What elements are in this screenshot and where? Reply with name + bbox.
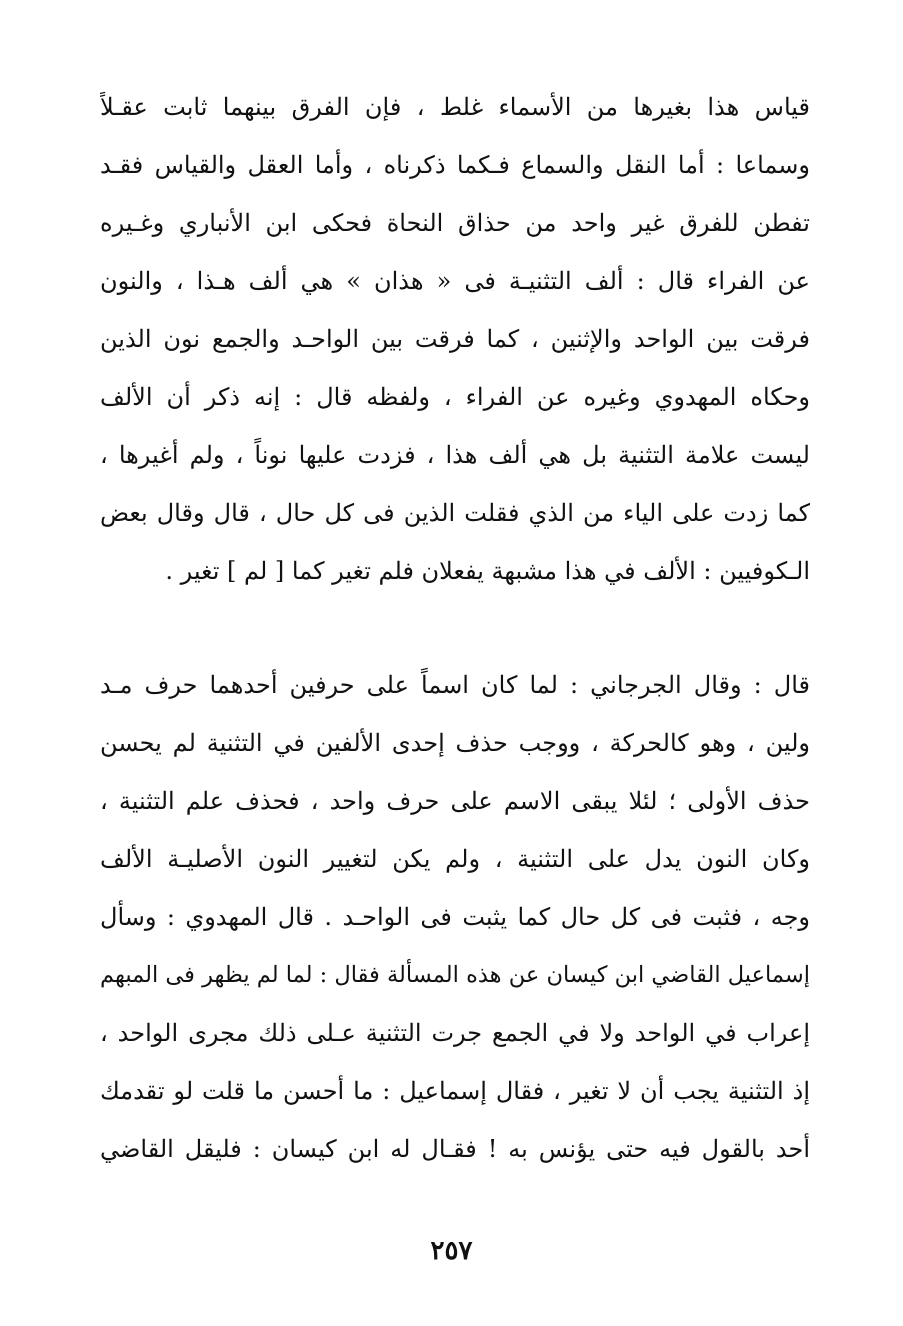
page-number: ٢٥٧ [430,1236,473,1266]
text-line: الـكوفيين : الألف في هذا مشبهة يفعلان فلم تغير كما [ لم ] تغير . [165,557,810,585]
text-line: تفطن للفرق غير واحد من حذاق النحاة فحكى ابن الأنباري وغـيره [100,209,810,237]
text-line: كما زدت على الياء من الذي فقلت الذين فى كل حال ، قال وقال بعض [100,499,810,527]
text-line: أحد بالقول فيه حتى يؤنس به ! فقـال له ابن كيسان : فليقل القاضي [100,1135,810,1163]
text-line: وكان النون يدل على التثنية ، ولم يكن لتغيير النون الأصليـة الألف [100,845,810,873]
text-line: قياس هذا بغيرها من الأسماء غلط ، فإن الفرق بينهما ثابت عقـلاً [100,93,810,121]
paragraph-2 [100,656,810,1178]
text-line: حذف الأولى ؛ لئلا يبقى الاسم على حرف واحد ، فحذف علم التثنية ، [100,787,810,815]
text-line: وجه ، فثبت فى كل حال كما يثبت فى الواحـد . قال المهدوي : وسأل [100,903,810,931]
text-line: وسماعا : أما النقل والسماع فـكما ذكرناه ، وأما العقل والقياس فقـد [100,151,810,179]
text-line: عن الفراء قال : ألف التثنيـة فى « هذان » هي ألف هـذا ، والنون [100,267,810,295]
text-line: قال : وقال الجرجاني : لما كان اسماً على حرفين أحدهما حرف مـد [100,671,810,699]
text-line: ليست علامة التثنية بل هي ألف هذا ، فزدت عليها نوناً ، ولم أغيرها ، [100,441,810,469]
text-line: إسماعيل القاضي ابن كيسان عن هذه المسألة فقال : لما لم يظهر فى المبهم [100,962,810,988]
text-line: فرقت بين الواحد والإثنين ، كما فرقت بين الواحـد والجمع نون الذين [100,325,810,353]
text-line: إعراب في الواحد ولا في الجمع جرت التثنية عـلى ذلك مجرى الواحد ، [100,1019,810,1047]
text-line: إذ التثنية يجب أن لا تغير ، فقال إسماعيل : ما أحسن ما قلت لو تقدمك [100,1077,810,1105]
paragraph-1 [100,78,810,600]
text-line: ولين ، وهو كالحركة ، ووجب حذف إحدى الألفين في التثنية لم يحسن [100,729,810,757]
text-line: وحكاه المهدوي وغيره عن الفراء ، ولفظه قال : إنه ذكر أن الألف [100,383,810,411]
